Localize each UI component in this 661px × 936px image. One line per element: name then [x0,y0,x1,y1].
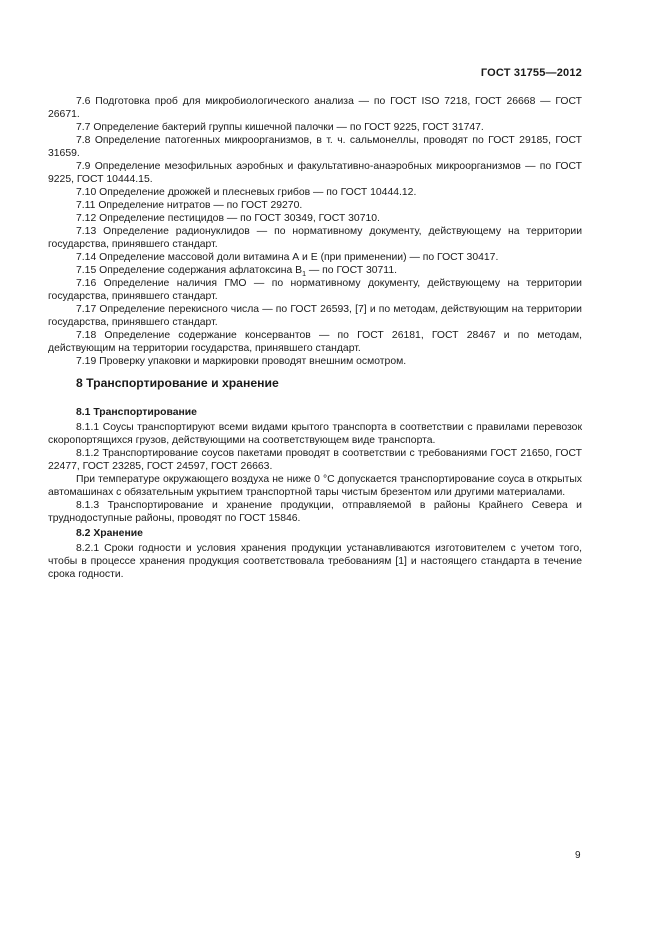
paragraph-7-17: 7.17 Определение перекисного числа — по ГОСТ 26593, [7] и по методам, действующим на территории государства, принявшего стандарт. [48,304,582,328]
paragraph-7-10: 7.10 Определение дрожжей и плесневых грибов — по ГОСТ 10444.12. [76,187,417,198]
paragraph-8-1-3: 8.1.3 Транспортирование и хранение продукции, отправляемой в районы Крайнего Севера и труднодоступные районы, проводят по ГОСТ 15846. [48,500,582,524]
paragraph-7-13: 7.13 Определение радионуклидов — по нормативному документу, действующему на территории государства, принявшего стандарт. [48,226,582,250]
subsection-8-1-heading: 8.1 Транспортирование [76,407,197,418]
p715-text-after: — по ГОСТ 30711. [306,265,397,276]
paragraph-7-7: 7.7 Определение бактерий группы кишечной палочки — по ГОСТ 9225, ГОСТ 31747. [76,122,484,133]
paragraph-7-16: 7.16 Определение наличия ГМО — по нормативному документу, действующему на территории государства, принявшего стандарт. [48,278,582,302]
paragraph-7-6: 7.6 Подготовка проб для микробиологического анализа — по ГОСТ ISO 7218, ГОСТ 26668 — ГОСТ 26671. [48,96,582,120]
paragraph-7-15 [48,264,582,277]
document-header: ГОСТ 31755—2012 [480,67,582,79]
subsection-8-2-heading: 8.2 Хранение [76,528,143,539]
paragraph-7-19: 7.19 Проверку упаковки и маркировки проводят внешним осмотром. [76,356,407,367]
paragraph-7-12: 7.12 Определение пестицидов — по ГОСТ 30349, ГОСТ 30710. [76,213,380,224]
paragraph-7-9: 7.9 Определение мезофильных аэробных и факультативно-анаэробных микроорганизмов — по ГОСТ 9225, ГОСТ 10444.15. [48,161,582,185]
paragraph-8-2-1: 8.2.1 Сроки годности и условия хранения продукции устанавливаются изготовителем с учетом того, чтобы в процессе хранения продукция соответствовала требованиям [1] и настоящего стандарта в течение срока годности. [48,543,582,580]
paragraph-7-8: 7.8 Определение патогенных микроорганизмов, в т. ч. сальмонеллы, проводят по ГОСТ 29185, ГОСТ 31659. [48,135,582,159]
p715-subscript: 1 [302,271,306,279]
section-8-heading: 8 Транспортирование и хранение [76,376,279,390]
p715-text-before: 7.15 Определение содержания афлатоксина B [76,265,303,276]
paragraph-8-1-2: 8.1.2 Транспортирование соусов пакетами проводят в соответствии с требованиями ГОСТ 21650, ГОСТ 22477, ГОСТ 23285, ГОСТ 24597, ГОСТ 26663. [48,448,582,472]
paragraph-8-1-1: 8.1.1 Соусы транспортируют всеми видами крытого транспорта в соответствии с правилами перевозок скоропортящихся грузов, действующими на соответствующем виде транспорта. [48,422,582,446]
paragraph-7-14: 7.14 Определение массовой доли витамина А и Е (при применении) — по ГОСТ 30417. [76,252,499,263]
paragraph-7-11: 7.11 Определение нитратов — по ГОСТ 29270. [76,200,303,211]
page-number: 9 [575,850,581,861]
page-body [48,95,582,581]
paragraph-7-18: 7.18 Определение содержание консервантов — по ГОСТ 26181, ГОСТ 28467 и по методам, действующим на территории государства, принявшего стандарт. [48,330,582,354]
paragraph-8-1-2-continued: При температуре окружающего воздуха не ниже 0 °С допускается транспортирование соуса в открытых автомашинах с обязательным укрытием транспортной тары чистым брезентом или другими материалами. [48,474,582,498]
